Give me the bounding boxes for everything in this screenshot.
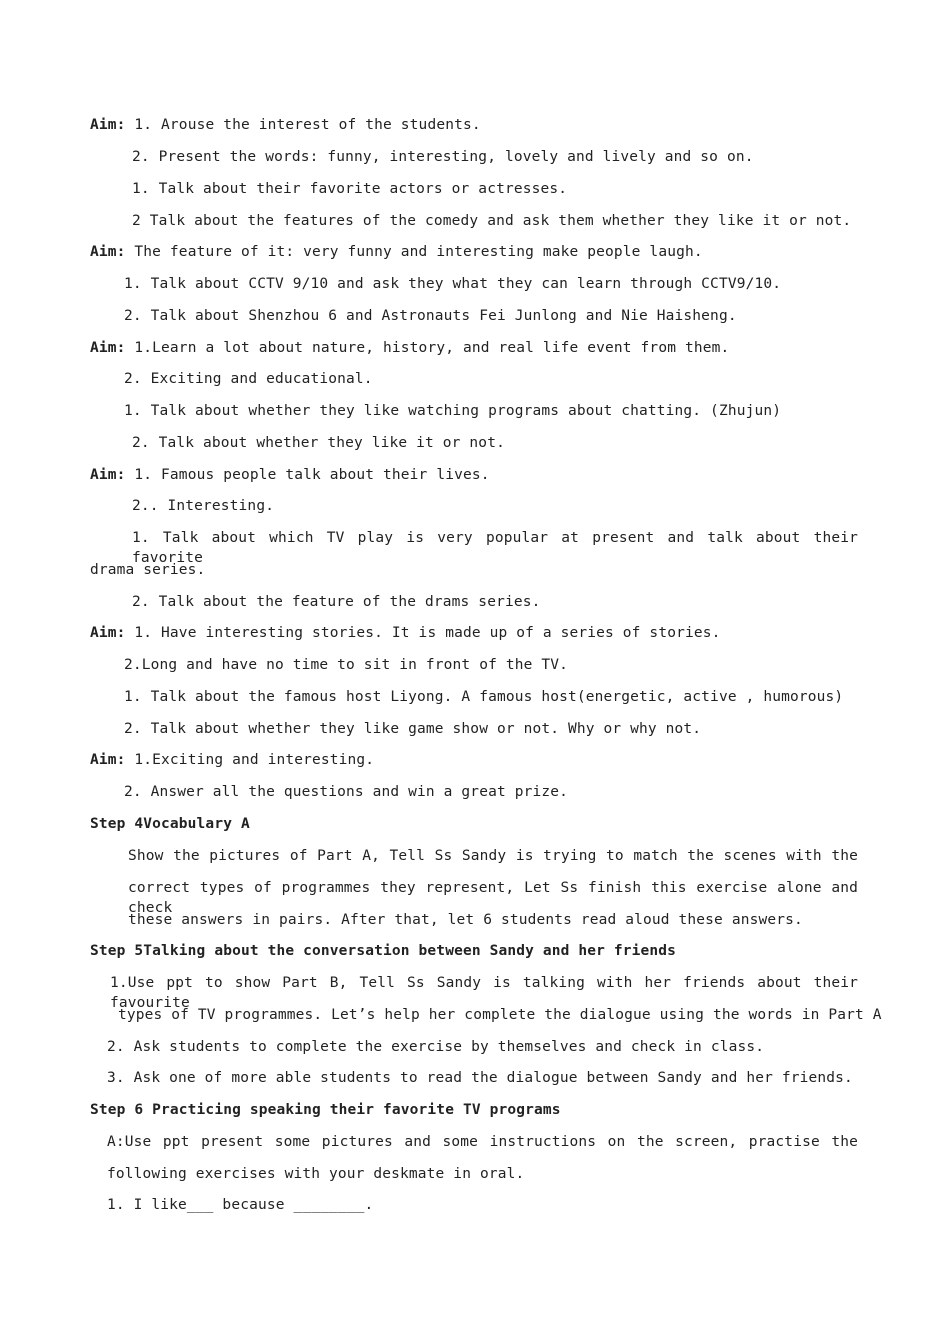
list-item: 2. Present the words: funny, interesting, lovely and lively and so on. — [132, 149, 754, 165]
list-item: 2.Long and have no time to sit in front of the TV. — [124, 657, 568, 673]
paragraph-line: A:Use ppt present some pictures and some instructions on the screen, practise the — [107, 1134, 858, 1150]
list-item: 2. Talk about Shenzhou 6 and Astronauts Fei Junlong and Nie Haisheng. — [124, 308, 737, 324]
list-item: 2. Ask students to complete the exercise by themselves and check in class. — [107, 1039, 765, 1055]
aim-line — [90, 465, 490, 485]
list-item: 2. Talk about the feature of the drams series. — [132, 594, 541, 610]
aim-line — [90, 115, 481, 135]
aim-label: Aim: — [90, 625, 126, 641]
aim-text: 1. Famous people talk about their lives. — [125, 467, 490, 483]
aim-text: 1.Exciting and interesting. — [125, 752, 375, 768]
paragraph-line: following exercises with your deskmate in oral. — [107, 1166, 525, 1182]
aim-label: Aim: — [90, 467, 126, 483]
aim-label: Aim: — [90, 244, 126, 260]
list-item: 1. Talk about whether they like watching programs about chatting. (Zhujun) — [124, 403, 782, 419]
list-item: 1. Talk about their favorite actors or actresses. — [132, 181, 568, 197]
step-heading: Step 6 Practicing speaking their favorite TV programs — [90, 1102, 561, 1118]
list-item: 2. Talk about whether they like game show or not. Why or why not. — [124, 721, 702, 737]
aim-text: 1. Have interesting stories. It is made up of a series of stories. — [125, 625, 721, 641]
aim-line — [90, 338, 729, 358]
aim-label: Aim: — [90, 340, 126, 356]
list-item: 1.Use ppt to show Part B, Tell Ss Sandy is talking with her friends about their favourite — [110, 975, 858, 1011]
paragraph-line: these answers in pairs. After that, let 6 students read aloud these answers. — [128, 912, 803, 928]
list-item-continuation: drama series. — [90, 562, 206, 578]
list-item: 2 Talk about the features of the comedy and ask them whether they like it or not. — [132, 213, 852, 229]
aim-text: 1. Arouse the interest of the students. — [125, 117, 481, 133]
aim-label: Aim: — [90, 117, 126, 133]
list-item: 2.. Interesting. — [132, 498, 275, 514]
aim-text: 1.Learn a lot about nature, history, and real life event from them. — [125, 340, 730, 356]
aim-text: The feature of it: very funny and interesting make people laugh. — [125, 244, 703, 260]
list-item: 1. Talk about which TV play is very popular at present and talk about their favorite — [132, 530, 858, 566]
paragraph-line: correct types of programmes they represent, Let Ss finish this exercise alone and check — [128, 880, 858, 916]
aim-line — [90, 750, 374, 770]
list-item: 2. Talk about whether they like it or not. — [132, 435, 505, 451]
step-heading: Step 5Talking about the conversation between Sandy and her friends — [90, 943, 677, 959]
list-item: 1. I like___ because ________. — [107, 1197, 374, 1213]
aim-label: Aim: — [90, 752, 126, 768]
paragraph-line: Show the pictures of Part A, Tell Ss Sandy is trying to match the scenes with the — [128, 848, 858, 864]
aim-line — [90, 623, 720, 643]
list-item: 2. Exciting and educational. — [124, 371, 373, 387]
list-item: 3. Ask one of more able students to read the dialogue between Sandy and her friends. — [107, 1070, 853, 1086]
aim-line — [90, 242, 703, 262]
list-item: 1. Talk about CCTV 9/10 and ask they what they can learn through CCTV9/10. — [124, 276, 782, 292]
list-item-continuation: types of TV programmes. Let’s help her complete the dialogue using the words in Part A — [118, 1007, 882, 1023]
list-item: 1. Talk about the famous host Liyong. A famous host(energetic, active , humorous) — [124, 689, 844, 705]
step-heading: Step 4Vocabulary A — [90, 816, 250, 832]
list-item: 2. Answer all the questions and win a great prize. — [124, 784, 568, 800]
